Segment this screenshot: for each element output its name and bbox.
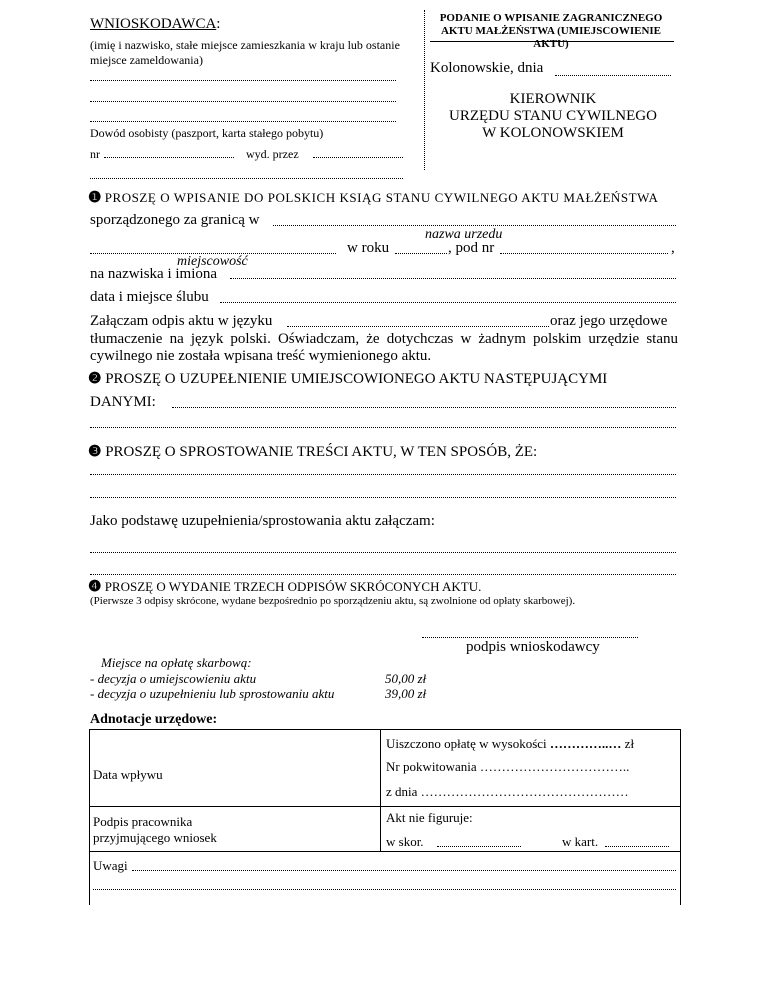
wedding-field[interactable]	[220, 302, 676, 303]
id-issued-by-field[interactable]	[313, 157, 403, 158]
section-1-heading: ❶ PROSZĘ O WPISANIE DO POLSKICH KSIĄG STANU CYWILNEGO AKTU MAŁŻEŃSTWA	[88, 190, 659, 206]
kart-label: w kart.	[562, 834, 599, 849]
remarks-label: Uwagi	[93, 858, 128, 873]
received-date-label: Data wpływu	[93, 767, 163, 782]
wedding-label: data i miejsce ślubu	[90, 289, 209, 305]
signature-label: podpis wnioskodawcy	[466, 639, 600, 655]
applicant-note: (imię i nazwisko, stałe miejsce zamieszkania w kraju lub ostanie miejsce zameldowania)	[90, 38, 400, 67]
skor-label: w skor.	[386, 834, 424, 849]
section-3-field-1[interactable]	[90, 474, 676, 475]
section-3-field-2[interactable]	[90, 497, 676, 498]
clerk-signature-label: Podpis pracownika przyjmującego wniosek	[93, 814, 217, 845]
section-4-heading: ❹ PROSZĘ O WYDANIE TRZECH ODPISÓW SKRÓCONYCH AKTU.	[88, 579, 482, 595]
remarks-field-2[interactable]	[93, 889, 676, 890]
fee-item-1-label: - decyzja o umiejscowieniu aktu	[90, 671, 257, 686]
recipient-line-1: KIEROWNIK	[509, 91, 597, 107]
number-label: , pod nr	[448, 240, 495, 256]
section-2-data-label: DANYMI:	[90, 394, 156, 410]
signature-field[interactable]	[422, 637, 638, 638]
recipient-line-3: W KOLONOWSKIEM	[482, 125, 624, 141]
fee-title: Miejsce na opłatę skarbową:	[101, 655, 252, 670]
skor-field[interactable]	[437, 846, 521, 847]
section-3-marker: ❸	[88, 444, 102, 460]
number-field[interactable]	[500, 253, 668, 254]
id-issued-by-label: wyd. przez	[246, 147, 299, 161]
names-label: na nazwiska i imiona	[90, 266, 218, 282]
section-1-marker: ❶	[88, 190, 102, 206]
official-title: Adnotacje urzędowe:	[90, 712, 218, 727]
kart-field[interactable]	[605, 846, 669, 847]
receipt-number-line: Nr pokwitowania ……………………………..	[386, 759, 630, 774]
date-field[interactable]	[555, 75, 671, 76]
fee-item-2-amount: 39,00 zł	[385, 686, 427, 701]
section-4-note: (Pierwsze 3 odpisy skrócone, wydane bezpośrednio po sporządzeniu aktu, są zwolnione od opłaty skarbowej).	[90, 595, 576, 607]
applicant-name-line[interactable]	[90, 80, 396, 81]
office-field[interactable]	[273, 225, 676, 226]
recipient	[430, 91, 676, 142]
recipient-line-2: URZĘDU STANU CYWILNEGO	[449, 108, 657, 124]
year-label: w roku	[347, 240, 390, 256]
section-2-heading: ❷ PROSZĘ O UZUPEŁNIENIE UMIEJSCOWIONEGO AKTU NASTĘPUJĄCYMI	[88, 371, 608, 387]
applicant-address-line-2[interactable]	[90, 121, 396, 122]
basis-field-1[interactable]	[90, 552, 676, 553]
form-title-line-2: AKTU MAŁŻEŃSTWA (UMIEJSCOWIENIE AKTU)	[440, 25, 662, 50]
id-document-label: Dowód osobisty (paszport, karta stałego pobytu)	[90, 126, 324, 140]
section-2-marker: ❷	[88, 371, 102, 387]
abroad-label: sporządzonego za granicą w	[90, 212, 260, 228]
id-number-label: nr	[90, 147, 100, 161]
basis-field-2[interactable]	[90, 574, 676, 575]
remarks-field-1[interactable]	[132, 870, 676, 871]
office-hint: nazwa urzedu	[425, 227, 503, 242]
fee-item-1-amount: 50,00 zł	[385, 671, 427, 686]
fee-item-2-label: - decyzja o uzupełnieniu lub sprostowaniu aktu	[90, 686, 335, 701]
section-2-field-1[interactable]	[172, 407, 676, 408]
attachment-statement: Załączam odpis aktu w języku oraz jego urzędowe tłumaczenie na język polski. Oświadczam, że dotychczas w żadnym polskim urzędzie stanu cywilnego nie została wpisana treść wymienionego aktu.	[90, 313, 678, 364]
place-hint: miejscowość	[177, 254, 248, 269]
basis-label: Jako podstawę uzupełnienia/sprostowania aktu załączam:	[90, 513, 435, 529]
not-found-label: Akt nie figuruje:	[386, 810, 473, 825]
place-date-label: Kolonowskie, dnia	[430, 60, 544, 76]
receipt-date-line: z dnia …………………………………………	[386, 784, 629, 799]
id-number-field[interactable]	[104, 157, 234, 158]
id-issued-by-field-2[interactable]	[90, 178, 403, 179]
applicant-address-line[interactable]	[90, 101, 396, 102]
names-field[interactable]	[230, 278, 676, 279]
section-2-field-2[interactable]	[90, 427, 676, 428]
header-separator	[424, 10, 425, 170]
applicant-heading: WNIOSKODAWCA:	[90, 16, 221, 32]
section-3-heading: ❸ PROSZĘ O SPROSTOWANIE TREŚCI AKTU, W TEN SPOSÓB, ŻE:	[88, 444, 538, 460]
number-comma: ,	[671, 240, 675, 256]
year-field[interactable]	[395, 253, 447, 254]
form-title	[428, 12, 674, 51]
fee-paid-line: Uiszczono opłatę w wysokości …………..… zł	[386, 736, 635, 751]
form-title-underline	[430, 41, 674, 42]
language-field[interactable]	[287, 326, 549, 327]
form-title-line-1: PODANIE O WPISANIE ZAGRANICZNEGO	[439, 12, 663, 24]
section-4-marker: ❹	[88, 579, 102, 595]
